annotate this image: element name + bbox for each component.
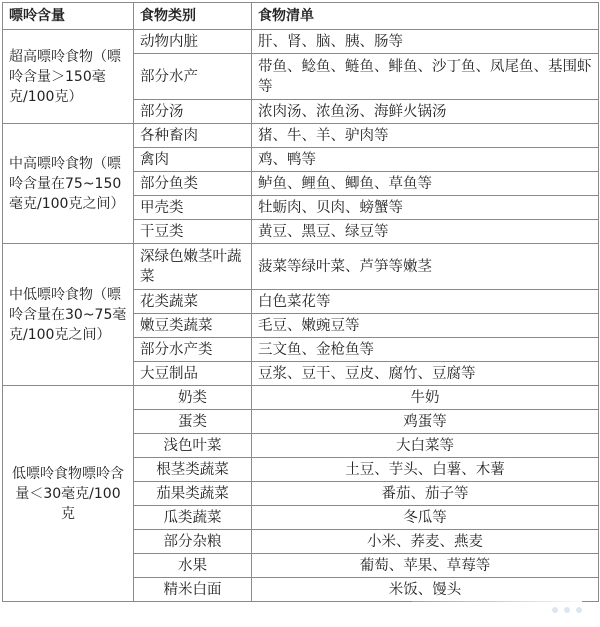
purine-level-cell: 中高嘌呤食物（嘌呤含量在75~150毫克/100克之间）	[3, 124, 134, 244]
food-category-cell: 甲壳类	[134, 196, 252, 220]
food-list-cell: 鸡、鸭等	[252, 148, 599, 172]
food-category-cell: 部分鱼类	[134, 172, 252, 196]
header-purine-level: 嘌呤含量	[3, 3, 134, 30]
food-category-cell: 动物内脏	[134, 30, 252, 54]
food-category-cell: 大豆制品	[134, 362, 252, 386]
food-list-cell: 带鱼、鲶鱼、鲢鱼、鲱鱼、沙丁鱼、凤尾鱼、基围虾等	[252, 54, 599, 100]
food-category-cell: 部分水产	[134, 54, 252, 100]
food-category-cell: 深绿色嫩茎叶蔬菜	[134, 244, 252, 290]
food-category-cell: 各种畜肉	[134, 124, 252, 148]
watermark-dot-icon	[576, 607, 582, 613]
food-category-cell: 禽肉	[134, 148, 252, 172]
food-category-cell: 部分汤	[134, 100, 252, 124]
food-list-cell: 白色菜花等	[252, 290, 599, 314]
food-category-cell: 部分水产类	[134, 338, 252, 362]
purine-level-cell: 超高嘌呤食物（嘌呤含量＞150毫克/100克）	[3, 30, 134, 124]
table-row	[3, 124, 599, 148]
food-list-cell: 冬瓜等	[252, 506, 599, 530]
food-list-cell: 牡蛎肉、贝肉、螃蟹等	[252, 196, 599, 220]
food-list-cell: 毛豆、嫩豌豆等	[252, 314, 599, 338]
food-list-cell: 小米、荞麦、燕麦	[252, 530, 599, 554]
food-category-cell: 根茎类蔬菜	[134, 458, 252, 482]
header-row	[3, 3, 599, 30]
food-list-cell: 三文鱼、金枪鱼等	[252, 338, 599, 362]
food-list-cell: 葡萄、苹果、草莓等	[252, 554, 599, 578]
food-list-cell: 猪、牛、羊、驴肉等	[252, 124, 599, 148]
food-category-cell: 奶类	[134, 386, 252, 410]
food-category-cell: 水果	[134, 554, 252, 578]
food-list-cell: 牛奶	[252, 386, 599, 410]
table-row	[3, 30, 599, 54]
food-list-cell: 土豆、芋头、白薯、木薯	[252, 458, 599, 482]
header-food-list: 食物清单	[252, 3, 599, 30]
food-list-cell: 鲈鱼、鲤鱼、鲫鱼、草鱼等	[252, 172, 599, 196]
food-list-cell: 米饭、馒头	[252, 578, 599, 602]
purine-level-cell: 中低嘌呤食物（嘌呤含量在30~75毫克/100克之间）	[3, 244, 134, 386]
food-category-cell: 瓜类蔬菜	[134, 506, 252, 530]
table-row	[3, 244, 599, 290]
purine-food-table	[2, 2, 599, 602]
food-list-cell: 菠菜等绿叶菜、芦笋等嫩茎	[252, 244, 599, 290]
food-list-cell: 大白菜等	[252, 434, 599, 458]
food-list-cell: 浓肉汤、浓鱼汤、海鲜火锅汤	[252, 100, 599, 124]
food-category-cell: 部分杂粮	[134, 530, 252, 554]
watermark-dot-icon	[552, 607, 558, 613]
food-list-cell: 黄豆、黑豆、绿豆等	[252, 220, 599, 244]
header-food-category: 食物类别	[134, 3, 252, 30]
food-list-cell: 番茄、茄子等	[252, 482, 599, 506]
food-category-cell: 嫩豆类蔬菜	[134, 314, 252, 338]
food-category-cell: 蛋类	[134, 410, 252, 434]
table-row	[3, 386, 599, 410]
food-list-cell: 肝、肾、脑、胰、肠等	[252, 30, 599, 54]
watermark-dot-icon	[564, 607, 570, 613]
food-category-cell: 干豆类	[134, 220, 252, 244]
purine-level-cell: 低嘌呤食物嘌呤含量＜30毫克/100克	[3, 386, 134, 602]
food-list-cell: 豆浆、豆干、豆皮、腐竹、豆腐等	[252, 362, 599, 386]
watermark-overlay	[412, 599, 582, 621]
food-category-cell: 精米白面	[134, 578, 252, 602]
food-category-cell: 茄果类蔬菜	[134, 482, 252, 506]
food-category-cell: 花类蔬菜	[134, 290, 252, 314]
food-category-cell: 浅色叶菜	[134, 434, 252, 458]
food-list-cell: 鸡蛋等	[252, 410, 599, 434]
